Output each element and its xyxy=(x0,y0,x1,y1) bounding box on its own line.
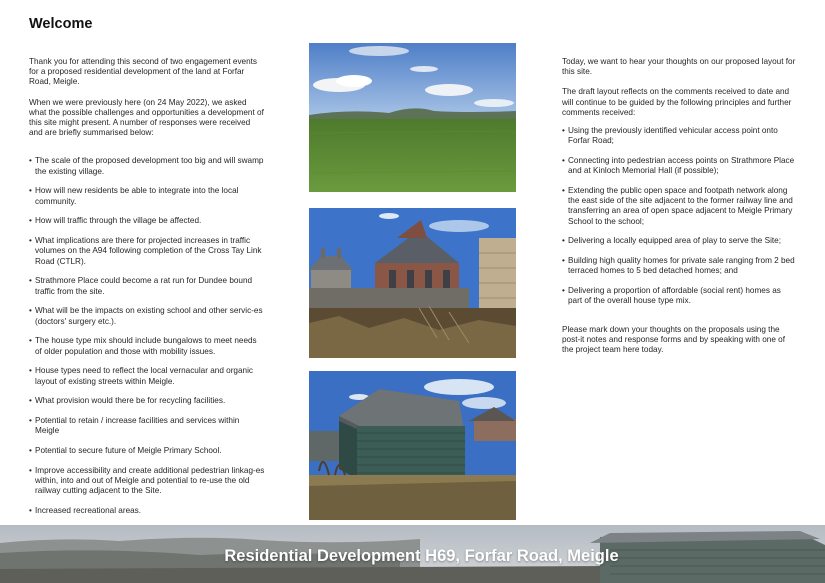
response-item: • What will be the impacts on existing school and other servic-es (doctors' surgery etc.). xyxy=(29,306,265,326)
hut-photo xyxy=(309,371,516,520)
response-item: • What provision would there be for recycling facilities. xyxy=(29,396,265,406)
principles-list xyxy=(562,126,796,307)
response-item: • House types need to reflect the local vernacular and organic layout of existing streets within Meigle. xyxy=(29,366,265,386)
left-column xyxy=(29,57,265,526)
principle-item: • Using the previously identified vehicular access point onto Forfar Road; xyxy=(562,126,796,146)
responses-list xyxy=(29,156,265,516)
response-item: • How will traffic through the village be affected. xyxy=(29,216,265,226)
right-principles-paragraph: The draft layout reflects on the comments received to date and will continue to be guided by the following principles and further comments received: xyxy=(562,87,792,117)
right-closing-paragraph: Please mark down your thoughts on the proposals using the post-it notes and response forms and by speaking with one of the project team here today. xyxy=(562,324,786,355)
right-column xyxy=(562,57,796,355)
left-intro-paragraph: Thank you for attending this second of two engagement events for a proposed residential development of the land at Forfar Road, Meigle. xyxy=(29,57,258,87)
response-item: • Increased recreational areas. xyxy=(29,506,265,516)
principle-item: • Connecting into pedestrian access points on Strathmore Place and at Kinloch Memorial Hall (if possible); xyxy=(562,156,796,176)
church-photo xyxy=(309,208,516,358)
page-title: Welcome xyxy=(29,16,93,32)
left-previous-engagement-paragraph: When we were previously here (on 24 May 2022), we asked what the possible challenges and opportunities a development of this site might present. A number of responses were received and are briefly summarised below: xyxy=(29,97,264,138)
right-intro-paragraph: Today, we want to hear your thoughts on our proposed layout for this site. xyxy=(562,57,796,77)
footer-banner xyxy=(0,525,825,583)
response-item: • Improve accessibility and create additional pedestrian linkag-es within, into and out of Meigle and potential to re-use the old railway cutting adjacent to the Site. xyxy=(29,466,265,497)
response-item: • Potential to retain / increase facilities and services within Meigle xyxy=(29,416,265,436)
principle-item: • Extending the public open space and footpath network along the east side of the site adjacent to the former railway line and transferring an area of open space adjacent to Meigle Primary School to the school; xyxy=(562,186,796,227)
response-item: • Potential to secure future of Meigle Primary School. xyxy=(29,446,265,456)
principle-item: • Building high quality homes for private sale ranging from 2 bed terraced homes to 5 bed detached homes; and xyxy=(562,256,796,276)
response-item: • Strathmore Place could become a rat run for Dundee bound traffic from the site. xyxy=(29,276,265,296)
response-item: • The scale of the proposed development too big and will swamp the existing village. xyxy=(29,156,265,176)
principle-item: • Delivering a proportion of affordable (social rent) homes as part of the overall house type mix. xyxy=(562,286,796,306)
footer-title: Residential Development H69, Forfar Road, Meigle xyxy=(224,547,619,565)
response-item: • How will new residents be able to integrate into the local community. xyxy=(29,186,265,206)
response-item: • What implications are there for projected increases in traffic volumes on the A94 following completion of the Cross Tay Link Road (CTLR). xyxy=(29,236,265,267)
field-photo xyxy=(309,43,516,192)
principle-item: • Delivering a locally equipped area of play to serve the Site; xyxy=(562,236,796,246)
response-item: • The house type mix should include bungalows to meet needs of older population and those with mobility issues. xyxy=(29,336,265,356)
